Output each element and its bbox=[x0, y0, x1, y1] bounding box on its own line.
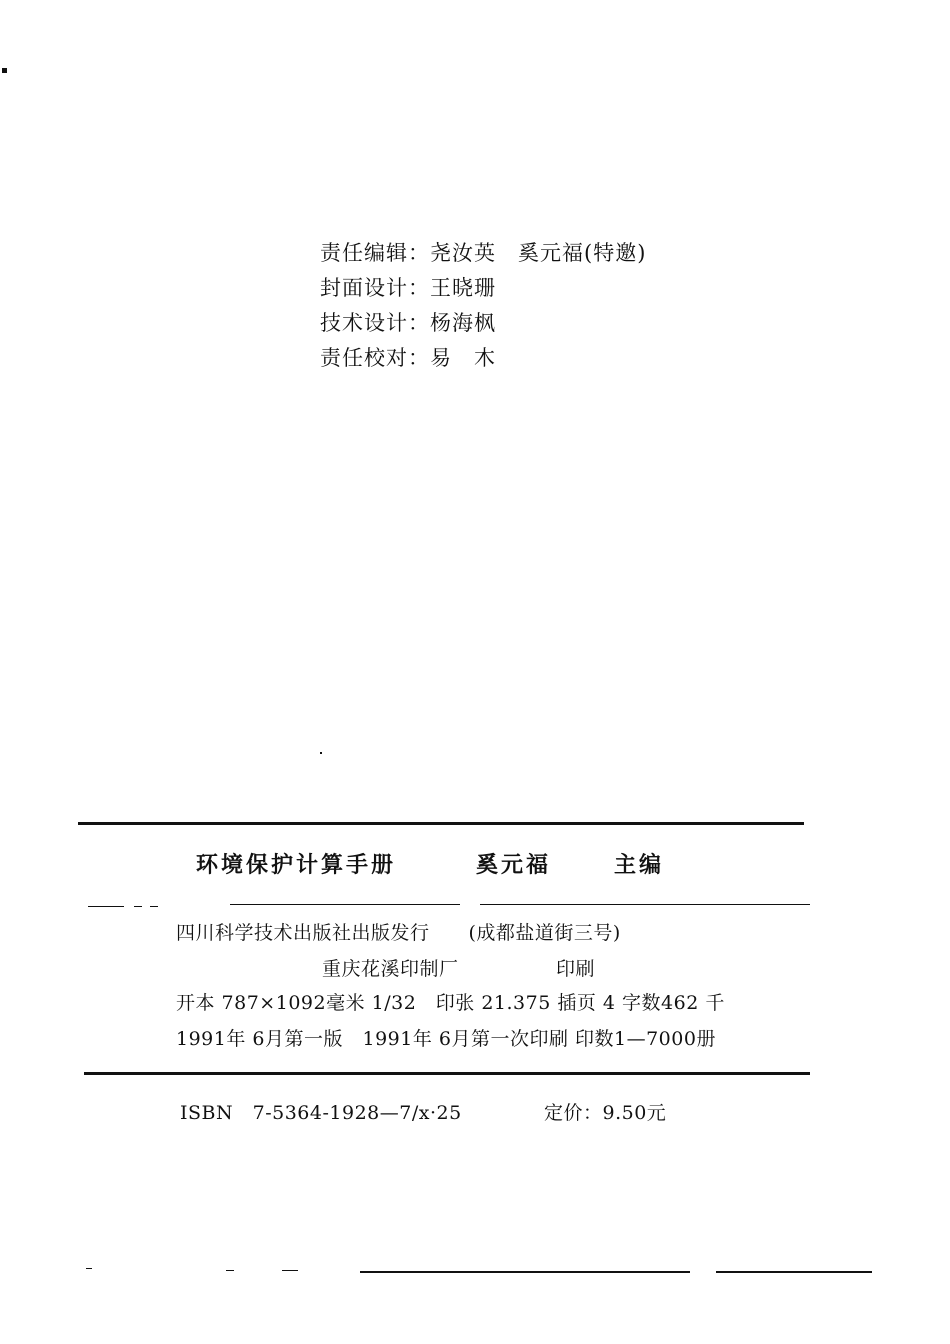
book-editor-role: 主编 bbox=[614, 853, 665, 878]
credit-role: 责任校对： bbox=[320, 346, 430, 370]
scan-speck bbox=[320, 752, 322, 754]
publisher-line: 四川科学技术出版社出版发行 (成都盐道街三号) bbox=[176, 922, 621, 944]
bottom-rule bbox=[84, 1072, 810, 1075]
editions-line: 1991年 6月第一版 1991年 6月第一次印刷 印数1—7000册 bbox=[176, 1028, 716, 1050]
credit-role: 责任编辑： bbox=[320, 241, 430, 265]
credits-block bbox=[320, 236, 646, 376]
credit-role: 技术设计： bbox=[320, 311, 430, 335]
book-title-line bbox=[196, 848, 664, 879]
credit-row bbox=[320, 271, 646, 306]
credit-names: 王晓珊 bbox=[430, 276, 496, 300]
credit-role: 封面设计： bbox=[320, 276, 430, 300]
title-rule-seg bbox=[88, 906, 124, 907]
scan-speck bbox=[2, 68, 7, 73]
specs-line: 开本 787×1092毫米 1/32 印张 21.375 插页 4 字数462 千 bbox=[176, 992, 725, 1014]
credit-row bbox=[320, 236, 646, 271]
title-rule-seg bbox=[230, 904, 460, 905]
title-rule-seg bbox=[134, 906, 142, 907]
top-rule bbox=[78, 822, 804, 825]
scan-noise bbox=[86, 1268, 92, 1269]
isbn-line bbox=[180, 1098, 666, 1125]
book-editor: 奚元福 bbox=[476, 853, 552, 878]
title-rule-seg bbox=[480, 904, 810, 905]
credit-row bbox=[320, 306, 646, 341]
book-title: 环境保护计算手册 bbox=[196, 853, 397, 878]
isbn-number: ISBN 7-5364-1928—7/x·25 bbox=[180, 1102, 462, 1124]
scan-noise bbox=[226, 1270, 234, 1271]
scan-noise bbox=[282, 1270, 298, 1271]
title-rule-seg bbox=[150, 906, 158, 907]
price: 定价：9.50元 bbox=[544, 1102, 667, 1124]
scan-noise bbox=[360, 1271, 690, 1273]
credit-names: 杨海枫 bbox=[430, 311, 496, 335]
printer-line: 重庆花溪印制厂 印刷 bbox=[322, 958, 596, 980]
credit-names: 易 木 bbox=[430, 346, 496, 370]
credit-names: 尧汝英 奚元福(特邀) bbox=[430, 241, 647, 265]
credit-row bbox=[320, 341, 646, 376]
scan-noise bbox=[716, 1271, 872, 1273]
